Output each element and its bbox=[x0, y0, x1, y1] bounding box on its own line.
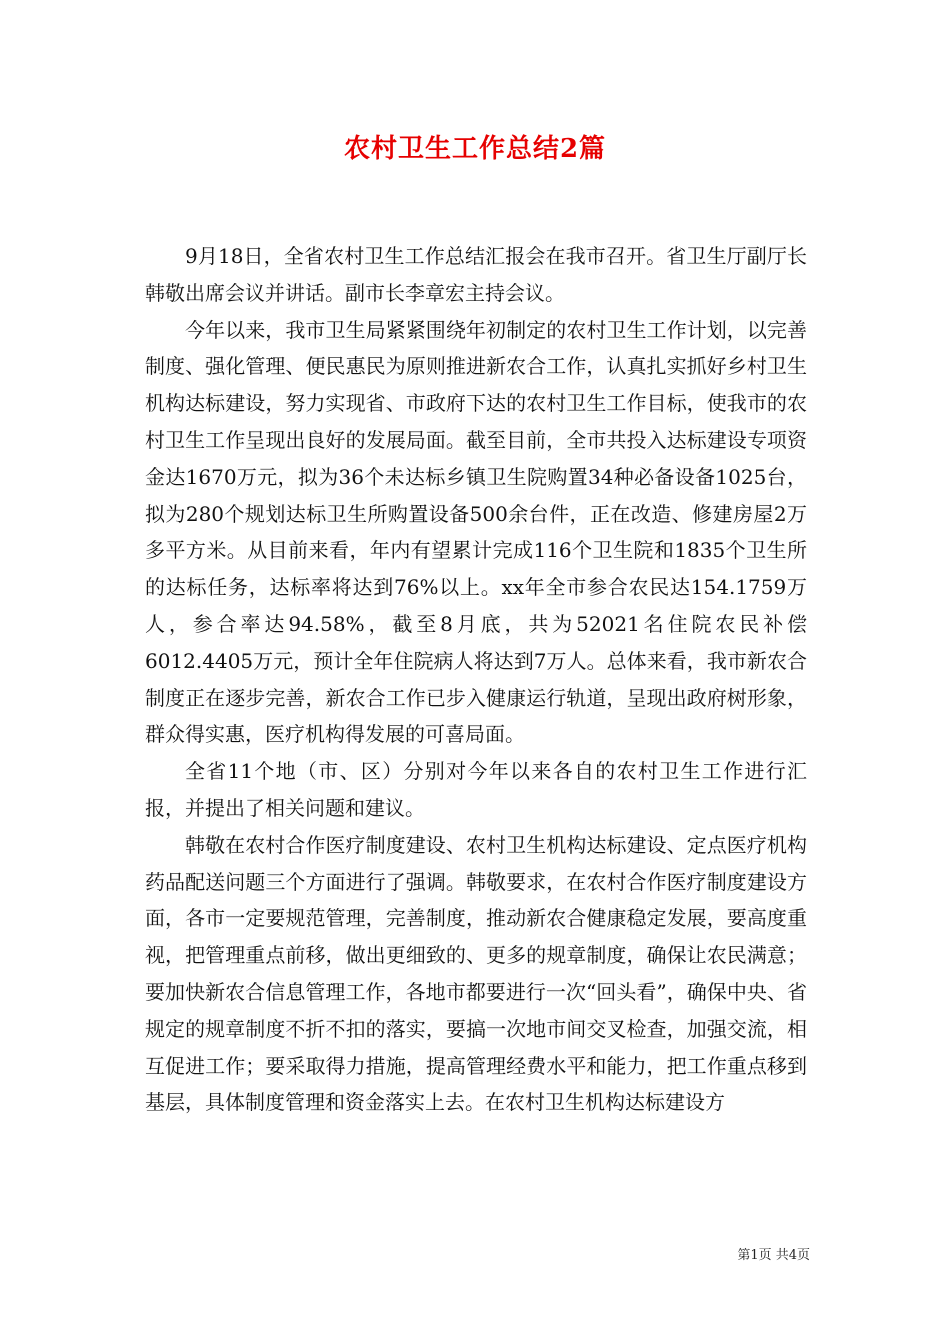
paragraph-regional-reports: 全省11个地（市、区）分别对今年以来各自的农村卫生工作进行汇报，并提出了相关问题和建议。 bbox=[145, 759, 807, 820]
paragraph-work-progress: 今年以来，我市卫生局紧紧围绕年初制定的农村卫生工作计划，以完善制度、强化管理、便民惠民为原则推进新农合工作，认真扎实抓好乡村卫生机构达标建设，努力实现省、市政府下达的农村卫生工作目标，使我市的农村卫生工作呈现出良好的发展局面。截至目前，全市共投入达标建设专项资金达1670万元，拟为36个未达标乡镇卫生院购置34种必备设备1025台，拟为280个规划达标卫生所购置设备500余台件，正在改造、修建房屋2万多平方米。从目前来看，年内有望累计完成116个卫生院和1835个卫生所的达标任务，达标率将达到76%以上。xx年全市参合农民达154.1759万人，参合率达94.58%，截至8月底，共为52021名住院农民补偿6012.4405万元，预计全年住院病人将达到7万人。总体来看，我市新农合制度正在逐步完善，新农合工作已步入健康运行轨道，呈现出政府树形象，群众得实惠，医疗机构得发展的可喜局面。 bbox=[145, 317, 807, 747]
paragraph-requirements: 韩敬在农村合作医疗制度建设、农村卫生机构达标建设、定点医疗机构药品配送问题三个方面进行了强调。韩敬要求，在农村合作医疗制度建设方面，各市一定要规范管理，完善制度，推动新农合健康稳定发展，要高度重视，把管理重点前移，做出更细致的、更多的规章制度，确保让农民满意；要加快新农合信息管理工作，各地市都要进行一次“回头看”，确保中央、省规定的规章制度不折不扣的落实，要搞一次地市间交叉检查，加强交流，相互促进工作；要采取得力措施，提高管理经费水平和能力，把工作重点移到基层，具体制度管理和资金落实上去。在农村卫生机构达标建设方 bbox=[145, 832, 807, 1115]
paragraph-meeting-intro: 9月18日，全省农村卫生工作总结汇报会在我市召开。省卫生厅副厅长韩敬出席会议并讲话。副市长李章宏主持会议。 bbox=[145, 244, 807, 305]
page-number-footer: 第1页 共4页 bbox=[737, 1248, 810, 1263]
document-title: 农村卫生工作总结2篇 bbox=[343, 134, 607, 164]
document-body bbox=[145, 238, 807, 1121]
